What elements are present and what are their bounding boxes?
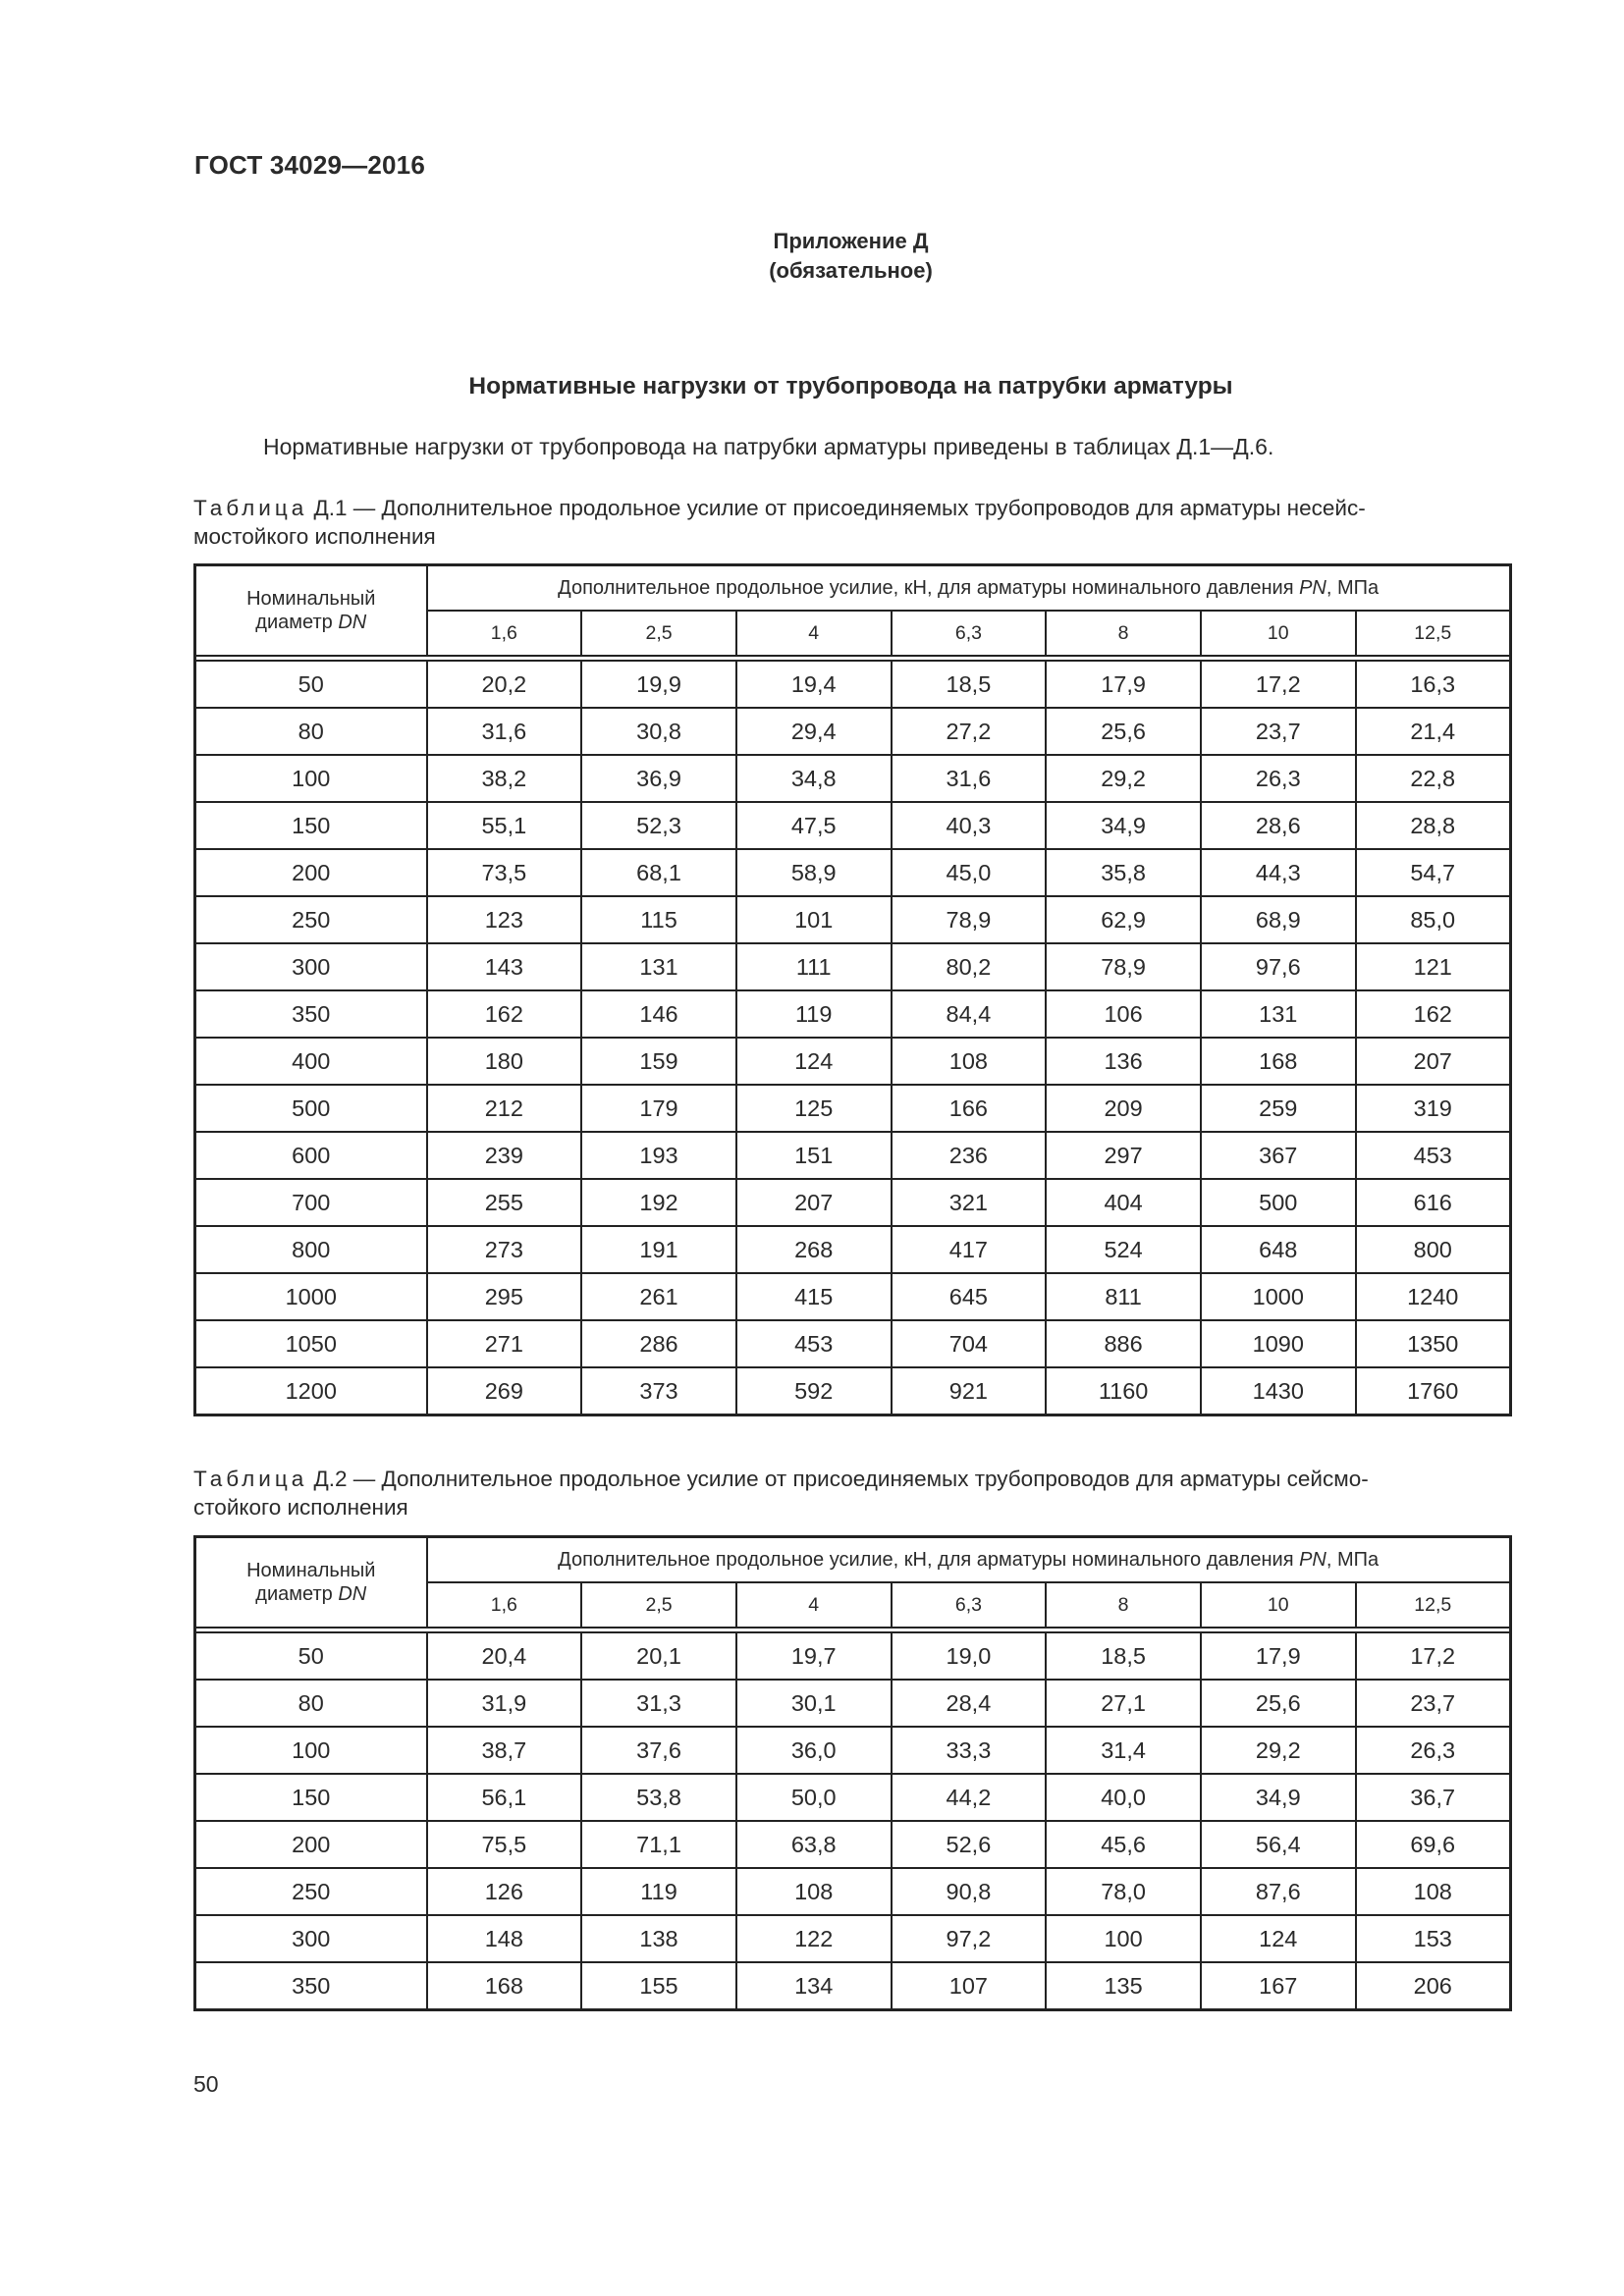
force-value-cell: 47,5 xyxy=(736,802,892,849)
dn-cell: 80 xyxy=(195,708,427,755)
table-row xyxy=(195,802,1511,849)
force-value-cell: 415 xyxy=(736,1273,892,1320)
force-value-cell: 28,8 xyxy=(1356,802,1511,849)
table-row xyxy=(195,1632,1511,1680)
force-value-cell: 255 xyxy=(427,1179,582,1226)
force-value-cell: 78,9 xyxy=(892,896,1047,943)
force-value-cell: 126 xyxy=(427,1868,582,1915)
force-value-cell: 592 xyxy=(736,1367,892,1415)
dn-cell: 50 xyxy=(195,661,427,708)
force-value-cell: 108 xyxy=(736,1868,892,1915)
force-value-cell: 44,3 xyxy=(1201,849,1356,896)
dn-column-header xyxy=(195,565,427,657)
group-header-text: Дополнительное продольное усилие, кН, для арматуры номинального давления xyxy=(558,1548,1300,1571)
force-value-cell: 645 xyxy=(892,1273,1047,1320)
force-value-cell: 18,5 xyxy=(892,661,1047,708)
force-value-cell: 155 xyxy=(581,1962,736,2010)
force-value-cell: 138 xyxy=(581,1915,736,1962)
pn-column-header: 1,6 xyxy=(427,611,582,656)
force-value-cell: 206 xyxy=(1356,1962,1511,2010)
force-value-cell: 31,9 xyxy=(427,1680,582,1727)
force-value-cell: 33,3 xyxy=(892,1727,1047,1774)
force-value-cell: 616 xyxy=(1356,1179,1511,1226)
dn-cell: 500 xyxy=(195,1085,427,1132)
force-value-cell: 1090 xyxy=(1201,1320,1356,1367)
force-value-cell: 259 xyxy=(1201,1085,1356,1132)
force-value-cell: 68,1 xyxy=(581,849,736,896)
dn-cell: 150 xyxy=(195,802,427,849)
force-value-cell: 122 xyxy=(736,1915,892,1962)
force-value-cell: 69,6 xyxy=(1356,1821,1511,1868)
force-value-cell: 20,4 xyxy=(427,1632,582,1680)
dn-cell: 50 xyxy=(195,1632,427,1680)
force-value-cell: 56,4 xyxy=(1201,1821,1356,1868)
intro-paragraph: Нормативные нагрузки от трубопровода на патрубки арматуры приведены в таблицах Д.1—Д.6. xyxy=(263,434,1274,459)
dn-cell: 200 xyxy=(195,1821,427,1868)
table-row xyxy=(195,943,1511,990)
force-value-cell: 29,2 xyxy=(1201,1727,1356,1774)
force-value-cell: 23,7 xyxy=(1356,1680,1511,1727)
force-value-cell: 107 xyxy=(892,1962,1047,2010)
table-row xyxy=(195,1038,1511,1085)
table-row xyxy=(195,1774,1511,1821)
table-d2 xyxy=(193,1535,1512,2011)
force-value-cell: 239 xyxy=(427,1132,582,1179)
force-value-cell: 273 xyxy=(427,1226,582,1273)
force-value-cell: 100 xyxy=(1046,1915,1201,1962)
table1-caption xyxy=(193,494,1514,551)
force-value-cell: 212 xyxy=(427,1085,582,1132)
document-code: ГОСТ 34029—2016 xyxy=(194,150,425,180)
force-value-cell: 269 xyxy=(427,1367,582,1415)
force-value-cell: 36,7 xyxy=(1356,1774,1511,1821)
force-value-cell: 1350 xyxy=(1356,1320,1511,1367)
dn-header-line2: диаметр xyxy=(255,612,339,633)
dn-cell: 150 xyxy=(195,1774,427,1821)
dn-cell: 300 xyxy=(195,943,427,990)
force-value-cell: 19,0 xyxy=(892,1632,1047,1680)
pn-column-header: 4 xyxy=(736,611,892,656)
force-value-cell: 811 xyxy=(1046,1273,1201,1320)
force-value-cell: 286 xyxy=(581,1320,736,1367)
force-value-cell: 123 xyxy=(427,896,582,943)
force-value-cell: 1160 xyxy=(1046,1367,1201,1415)
group-header-symbol: PN xyxy=(1299,576,1326,599)
force-value-cell: 148 xyxy=(427,1915,582,1962)
force-value-cell: 17,2 xyxy=(1356,1632,1511,1680)
force-value-cell: 34,8 xyxy=(736,755,892,802)
force-value-cell: 34,9 xyxy=(1201,1774,1356,1821)
force-value-cell: 31,4 xyxy=(1046,1727,1201,1774)
force-value-cell: 319 xyxy=(1356,1085,1511,1132)
force-value-cell: 45,0 xyxy=(892,849,1047,896)
group-header-unit: , МПа xyxy=(1326,1548,1380,1571)
force-value-cell: 30,8 xyxy=(581,708,736,755)
force-value-cell: 135 xyxy=(1046,1962,1201,2010)
force-value-cell: 921 xyxy=(892,1367,1047,1415)
force-value-cell: 44,2 xyxy=(892,1774,1047,1821)
table-row xyxy=(195,1868,1511,1915)
table2-caption-label: Таблица xyxy=(193,1467,308,1491)
dn-header-symbol: DN xyxy=(338,612,367,633)
force-value-cell: 20,1 xyxy=(581,1632,736,1680)
force-value-cell: 417 xyxy=(892,1226,1047,1273)
force-value-cell: 404 xyxy=(1046,1179,1201,1226)
force-value-cell: 19,9 xyxy=(581,661,736,708)
force-value-cell: 1430 xyxy=(1201,1367,1356,1415)
force-value-cell: 524 xyxy=(1046,1226,1201,1273)
force-value-cell: 136 xyxy=(1046,1038,1201,1085)
force-value-cell: 71,1 xyxy=(581,1821,736,1868)
force-value-cell: 29,4 xyxy=(736,708,892,755)
pn-column-header: 6,3 xyxy=(892,1582,1047,1628)
force-value-cell: 26,3 xyxy=(1356,1727,1511,1774)
force-value-cell: 179 xyxy=(581,1085,736,1132)
force-value-cell: 159 xyxy=(581,1038,736,1085)
force-value-cell: 25,6 xyxy=(1046,708,1201,755)
force-value-cell: 268 xyxy=(736,1226,892,1273)
force-value-cell: 80,2 xyxy=(892,943,1047,990)
force-value-cell: 16,3 xyxy=(1356,661,1511,708)
force-value-cell: 167 xyxy=(1201,1962,1356,2010)
force-value-cell: 55,1 xyxy=(427,802,582,849)
force-value-cell: 97,2 xyxy=(892,1915,1047,1962)
table-row xyxy=(195,990,1511,1038)
page-number: 50 xyxy=(193,2071,219,2097)
force-value-cell: 166 xyxy=(892,1085,1047,1132)
table-row xyxy=(195,661,1511,708)
force-value-cell: 17,2 xyxy=(1201,661,1356,708)
force-value-cell: 68,9 xyxy=(1201,896,1356,943)
table-row xyxy=(195,1367,1511,1415)
force-value-cell: 40,0 xyxy=(1046,1774,1201,1821)
annex-status: (обязательное) xyxy=(769,258,933,283)
force-value-cell: 115 xyxy=(581,896,736,943)
section-heading: Нормативные нагрузки от трубопровода на патрубки арматуры xyxy=(468,373,1233,400)
force-value-cell: 52,3 xyxy=(581,802,736,849)
dn-header-symbol: DN xyxy=(338,1583,367,1605)
dn-cell: 300 xyxy=(195,1915,427,1962)
dn-cell: 350 xyxy=(195,1962,427,2010)
force-value-cell: 85,0 xyxy=(1356,896,1511,943)
force-value-cell: 18,5 xyxy=(1046,1632,1201,1680)
force-value-cell: 261 xyxy=(581,1273,736,1320)
force-value-cell: 31,3 xyxy=(581,1680,736,1727)
dn-header-line1: Номинальный xyxy=(246,1560,376,1581)
force-value-cell: 800 xyxy=(1356,1226,1511,1273)
dn-cell: 800 xyxy=(195,1226,427,1273)
table2-caption-text: Д.2 — Дополнительное продольное усилие от присоединяемых трубопроводов для арматуры сейсмо- xyxy=(307,1467,1369,1491)
force-value-cell: 321 xyxy=(892,1179,1047,1226)
pn-column-header: 4 xyxy=(736,1582,892,1628)
force-value-cell: 143 xyxy=(427,943,582,990)
force-value-cell: 22,8 xyxy=(1356,755,1511,802)
table-row xyxy=(195,1085,1511,1132)
pn-group-header xyxy=(427,1537,1511,1583)
force-value-cell: 131 xyxy=(581,943,736,990)
force-value-cell: 297 xyxy=(1046,1132,1201,1179)
force-value-cell: 27,2 xyxy=(892,708,1047,755)
force-value-cell: 1240 xyxy=(1356,1273,1511,1320)
force-value-cell: 453 xyxy=(1356,1132,1511,1179)
force-value-cell: 38,2 xyxy=(427,755,582,802)
force-value-cell: 58,9 xyxy=(736,849,892,896)
table-row xyxy=(195,849,1511,896)
force-value-cell: 367 xyxy=(1201,1132,1356,1179)
force-value-cell: 28,6 xyxy=(1201,802,1356,849)
table-row xyxy=(195,1273,1511,1320)
table1-caption-text: Д.1 — Дополнительное продольное усилие от присоединяемых трубопроводов для арматуры несейс- xyxy=(307,496,1366,520)
dn-header-line1: Номинальный xyxy=(246,588,376,610)
force-value-cell: 31,6 xyxy=(427,708,582,755)
force-value-cell: 53,8 xyxy=(581,1774,736,1821)
table-row xyxy=(195,708,1511,755)
force-value-cell: 78,0 xyxy=(1046,1868,1201,1915)
force-value-cell: 271 xyxy=(427,1320,582,1367)
force-value-cell: 52,6 xyxy=(892,1821,1047,1868)
force-value-cell: 1000 xyxy=(1201,1273,1356,1320)
dn-header-line2: диаметр xyxy=(255,1583,339,1605)
force-value-cell: 87,6 xyxy=(1201,1868,1356,1915)
table-row xyxy=(195,1727,1511,1774)
force-value-cell: 193 xyxy=(581,1132,736,1179)
table-row xyxy=(195,1821,1511,1868)
table-row xyxy=(195,1226,1511,1273)
force-value-cell: 23,7 xyxy=(1201,708,1356,755)
force-value-cell: 90,8 xyxy=(892,1868,1047,1915)
table1-caption-continuation: мостойкого исполнения xyxy=(193,524,436,549)
pn-column-header: 8 xyxy=(1046,1582,1201,1628)
force-value-cell: 17,9 xyxy=(1046,661,1201,708)
dn-cell: 100 xyxy=(195,755,427,802)
force-value-cell: 35,8 xyxy=(1046,849,1201,896)
force-value-cell: 886 xyxy=(1046,1320,1201,1367)
force-value-cell: 50,0 xyxy=(736,1774,892,1821)
force-value-cell: 28,4 xyxy=(892,1680,1047,1727)
force-value-cell: 119 xyxy=(736,990,892,1038)
force-value-cell: 124 xyxy=(1201,1915,1356,1962)
force-value-cell: 209 xyxy=(1046,1085,1201,1132)
force-value-cell: 17,9 xyxy=(1201,1632,1356,1680)
table-row xyxy=(195,1132,1511,1179)
dn-cell: 350 xyxy=(195,990,427,1038)
dn-cell: 250 xyxy=(195,1868,427,1915)
pn-column-header: 12,5 xyxy=(1356,1582,1511,1628)
force-value-cell: 108 xyxy=(892,1038,1047,1085)
force-value-cell: 56,1 xyxy=(427,1774,582,1821)
pn-column-header: 8 xyxy=(1046,611,1201,656)
dn-cell: 1050 xyxy=(195,1320,427,1367)
force-value-cell: 36,9 xyxy=(581,755,736,802)
table-d1 xyxy=(193,563,1512,1416)
force-value-cell: 111 xyxy=(736,943,892,990)
force-value-cell: 500 xyxy=(1201,1179,1356,1226)
force-value-cell: 38,7 xyxy=(427,1727,582,1774)
force-value-cell: 295 xyxy=(427,1273,582,1320)
force-value-cell: 162 xyxy=(427,990,582,1038)
dn-cell: 600 xyxy=(195,1132,427,1179)
force-value-cell: 207 xyxy=(1356,1038,1511,1085)
annex-title: Приложение Д xyxy=(773,229,929,253)
dn-cell: 200 xyxy=(195,849,427,896)
force-value-cell: 62,9 xyxy=(1046,896,1201,943)
pn-column-header: 10 xyxy=(1201,1582,1356,1628)
force-value-cell: 236 xyxy=(892,1132,1047,1179)
group-header-text: Дополнительное продольное усилие, кН, для арматуры номинального давления xyxy=(558,576,1300,599)
group-header-symbol: PN xyxy=(1299,1548,1326,1571)
table-row xyxy=(195,896,1511,943)
force-value-cell: 168 xyxy=(1201,1038,1356,1085)
force-value-cell: 19,4 xyxy=(736,661,892,708)
force-value-cell: 78,9 xyxy=(1046,943,1201,990)
force-value-cell: 106 xyxy=(1046,990,1201,1038)
force-value-cell: 19,7 xyxy=(736,1632,892,1680)
table2-caption xyxy=(193,1465,1514,1522)
force-value-cell: 75,5 xyxy=(427,1821,582,1868)
force-value-cell: 124 xyxy=(736,1038,892,1085)
table2-caption-continuation: стойкого исполнения xyxy=(193,1495,408,1520)
force-value-cell: 101 xyxy=(736,896,892,943)
table-row xyxy=(195,755,1511,802)
force-value-cell: 21,4 xyxy=(1356,708,1511,755)
force-value-cell: 704 xyxy=(892,1320,1047,1367)
force-value-cell: 192 xyxy=(581,1179,736,1226)
pn-column-header: 2,5 xyxy=(581,611,736,656)
force-value-cell: 73,5 xyxy=(427,849,582,896)
table-row xyxy=(195,1179,1511,1226)
table-row xyxy=(195,1915,1511,1962)
force-value-cell: 26,3 xyxy=(1201,755,1356,802)
pn-column-header: 1,6 xyxy=(427,1582,582,1628)
force-value-cell: 30,1 xyxy=(736,1680,892,1727)
force-value-cell: 131 xyxy=(1201,990,1356,1038)
pn-group-header xyxy=(427,565,1511,612)
force-value-cell: 151 xyxy=(736,1132,892,1179)
force-value-cell: 84,4 xyxy=(892,990,1047,1038)
pn-column-header: 6,3 xyxy=(892,611,1047,656)
group-header-unit: , МПа xyxy=(1326,576,1380,599)
dn-column-header xyxy=(195,1537,427,1629)
force-value-cell: 121 xyxy=(1356,943,1511,990)
force-value-cell: 54,7 xyxy=(1356,849,1511,896)
force-value-cell: 180 xyxy=(427,1038,582,1085)
pn-column-header: 12,5 xyxy=(1356,611,1511,656)
table1-caption-label: Таблица xyxy=(193,496,308,520)
force-value-cell: 168 xyxy=(427,1962,582,2010)
force-value-cell: 29,2 xyxy=(1046,755,1201,802)
force-value-cell: 20,2 xyxy=(427,661,582,708)
force-value-cell: 45,6 xyxy=(1046,1821,1201,1868)
force-value-cell: 1760 xyxy=(1356,1367,1511,1415)
force-value-cell: 108 xyxy=(1356,1868,1511,1915)
force-value-cell: 40,3 xyxy=(892,802,1047,849)
force-value-cell: 25,6 xyxy=(1201,1680,1356,1727)
force-value-cell: 134 xyxy=(736,1962,892,2010)
dn-cell: 100 xyxy=(195,1727,427,1774)
force-value-cell: 37,6 xyxy=(581,1727,736,1774)
force-value-cell: 34,9 xyxy=(1046,802,1201,849)
pn-column-header: 2,5 xyxy=(581,1582,736,1628)
table-row xyxy=(195,1680,1511,1727)
table-row xyxy=(195,1962,1511,2010)
force-value-cell: 162 xyxy=(1356,990,1511,1038)
force-value-cell: 453 xyxy=(736,1320,892,1367)
force-value-cell: 207 xyxy=(736,1179,892,1226)
dn-cell: 400 xyxy=(195,1038,427,1085)
table-row xyxy=(195,1320,1511,1367)
force-value-cell: 36,0 xyxy=(736,1727,892,1774)
annex-title-block xyxy=(193,227,1508,286)
pn-column-header: 10 xyxy=(1201,611,1356,656)
force-value-cell: 373 xyxy=(581,1367,736,1415)
force-value-cell: 125 xyxy=(736,1085,892,1132)
force-value-cell: 63,8 xyxy=(736,1821,892,1868)
force-value-cell: 119 xyxy=(581,1868,736,1915)
force-value-cell: 27,1 xyxy=(1046,1680,1201,1727)
force-value-cell: 97,6 xyxy=(1201,943,1356,990)
force-value-cell: 146 xyxy=(581,990,736,1038)
force-value-cell: 153 xyxy=(1356,1915,1511,1962)
dn-cell: 1200 xyxy=(195,1367,427,1415)
dn-cell: 80 xyxy=(195,1680,427,1727)
dn-cell: 1000 xyxy=(195,1273,427,1320)
dn-cell: 250 xyxy=(195,896,427,943)
force-value-cell: 31,6 xyxy=(892,755,1047,802)
force-value-cell: 648 xyxy=(1201,1226,1356,1273)
force-value-cell: 191 xyxy=(581,1226,736,1273)
dn-cell: 700 xyxy=(195,1179,427,1226)
